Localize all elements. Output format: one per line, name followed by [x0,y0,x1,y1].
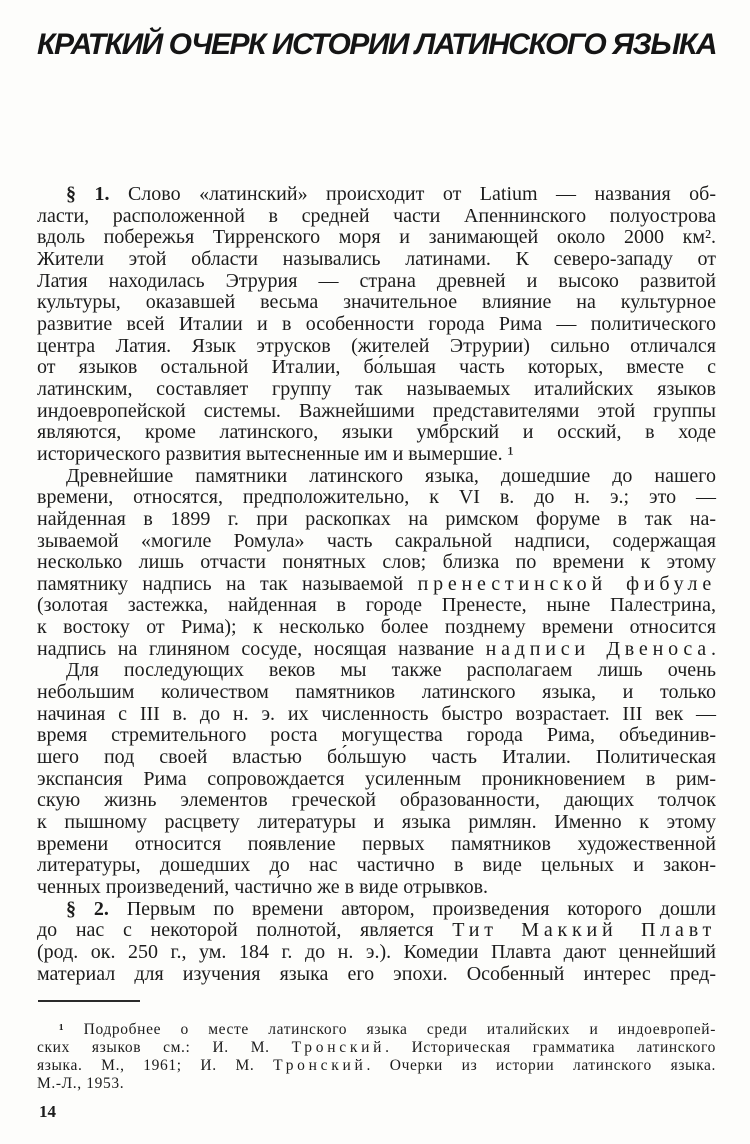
text-line: Древнейшие памятники латинского языка, дошедшие до нашего [66,464,716,487]
text-line: центра Латия. Язык этрусков (жителей Этрурии) сильно отличался [37,334,716,357]
text-segment: памятнику надпись на так называемой [37,572,404,595]
footnote-line: М.-Л., 1953. [37,1075,125,1092]
section-number: § 1. [66,183,110,205]
text-line: скую жизнь элементов греческой образованности, дающих толчок [37,789,716,812]
text-line: ласти, расположенной в средней части Апеннинского полуострова [37,204,716,227]
text-line: культуры, оказавшей весьма значительное влияние на культурное [37,291,716,314]
text-line [37,639,716,661]
text-line: латинским, составляет группу так называемых италийских языков [37,377,716,400]
text-segment: Слово «латинский» происходит от Latium — названия об- [127,183,716,205]
text-line: вдоль побережья Тирренского моря и занимающей около 2000 км². [37,226,716,249]
text-segment: . Историческая грамматика латинского [385,1039,716,1056]
text-line: Для последующих веков мы также располагаем лишь очень [66,659,716,682]
text-line: литературы, дошедших до нас частично в виде цельных и закон- [37,854,716,877]
spaced-emphasis: Тит Маккий Плавт [452,919,717,942]
text-line: Жители этой области назывались латинами. К северо-западу от [37,247,716,270]
text-line: небольшим количеством памятников латинского языка, и только [37,681,716,704]
paragraph [37,899,716,986]
text-line: к пышному расцвету литературы и языка римлян. Именно к этому [37,811,716,834]
text-line [37,574,716,596]
spaced-emphasis: Тронский [291,1039,386,1056]
text-line: к востоку от Рима); к несколько более позднему времени относится [37,616,716,639]
text-line: несколько лишь отчасти понятных слов; близка по времени к этому [37,551,716,574]
text-line [37,184,716,206]
paragraph [37,660,716,898]
text-line: Латия находилась Этрурия — страна древней и высоко развитой [37,269,716,292]
text-line: являются, кроме латинского, языки умбрский и осский, в ходе [37,421,716,444]
spaced-emphasis: надписи Двеноса [485,637,711,660]
text-segment: Первым по времени автором, произведения которого дошли [126,897,717,920]
text-line: ченных произведений, части́чно же в виде отрывков. [37,876,489,898]
text-line: (золотая застежка, найденная в городе Пренесте, ныне Палестрина, [37,594,716,617]
text-line: от языков остальной Италии, бо́льшая часть которых, вместе с [37,356,716,379]
text-line: начиная с III в. до н. э. их численность быстро возрастает. III век — [37,702,716,725]
spaced-emphasis: пренестинской фибуле [417,572,716,595]
text-segment: надпись на глиняном сосуде, носящая название [37,637,474,660]
text-segment: до нас с некоторой полнотой, является [37,919,434,942]
footnote-rule [38,1000,140,1002]
text-line: материал для изучения языка его эпохи. Особенный интерес пред- [37,962,716,985]
text-line: времени относится появление первых памятников художественной [37,832,716,855]
text-segment: ских языков см.: И. М. [37,1039,270,1056]
text-line: времени, относятся, предположительно, к VI в. до н. э.; это — [37,486,716,509]
text-line: экспансия Рима сопровождается усиленным проникновением в рим- [37,767,716,790]
paragraph [37,466,716,661]
footnote-line [37,1021,716,1039]
text-line: развитие всей Италии и в особенности города Рима — политического [37,312,716,335]
text-segment: Подробнее о месте латинского языка среди италийских и индоевропей- [83,1021,716,1038]
text-line: время стремительного роста могущества города Рима, объединив- [37,724,716,747]
text-line: индоевропейской системы. Важнейшими представителями этой группы [37,399,716,422]
text-line [37,899,716,921]
text-segment: . [711,637,716,660]
footnote [37,1021,716,1093]
footnote-line [37,1057,716,1075]
text-segment: . Очерки из истории латинского языка. [366,1057,717,1074]
text-segment: языка. М., 1961; И. М. [37,1057,255,1074]
page-number: 14 [39,1102,56,1121]
text-line [37,920,716,942]
chapter-title: КРАТКИЙ ОЧЕРК ИСТОРИИ ЛАТИНСКОГО ЯЗЫКА [37,28,717,61]
text-line: шего под своей властью бо́льшую часть Италии. Политическая [37,746,716,769]
paragraph [37,184,716,466]
spaced-emphasis: Тронский [273,1057,367,1074]
text-line: (род. ок. 250 г., ум. 184 г. до н. э.). Комедии Плавта дают ценнейший [37,940,716,963]
text-line: зываемой «могиле Ромула» часть сакральной надписи, содержащая [37,529,716,552]
main-text [37,184,716,985]
footnote-line [37,1039,716,1057]
footnote-marker: ¹ [59,1021,65,1038]
text-line: исторического развития вытесненные им и вымершие. ¹ [37,442,514,465]
section-number: § 2. [66,897,109,920]
text-line: найденная в 1899 г. при раскопках на римском форуме в так на- [37,507,716,530]
